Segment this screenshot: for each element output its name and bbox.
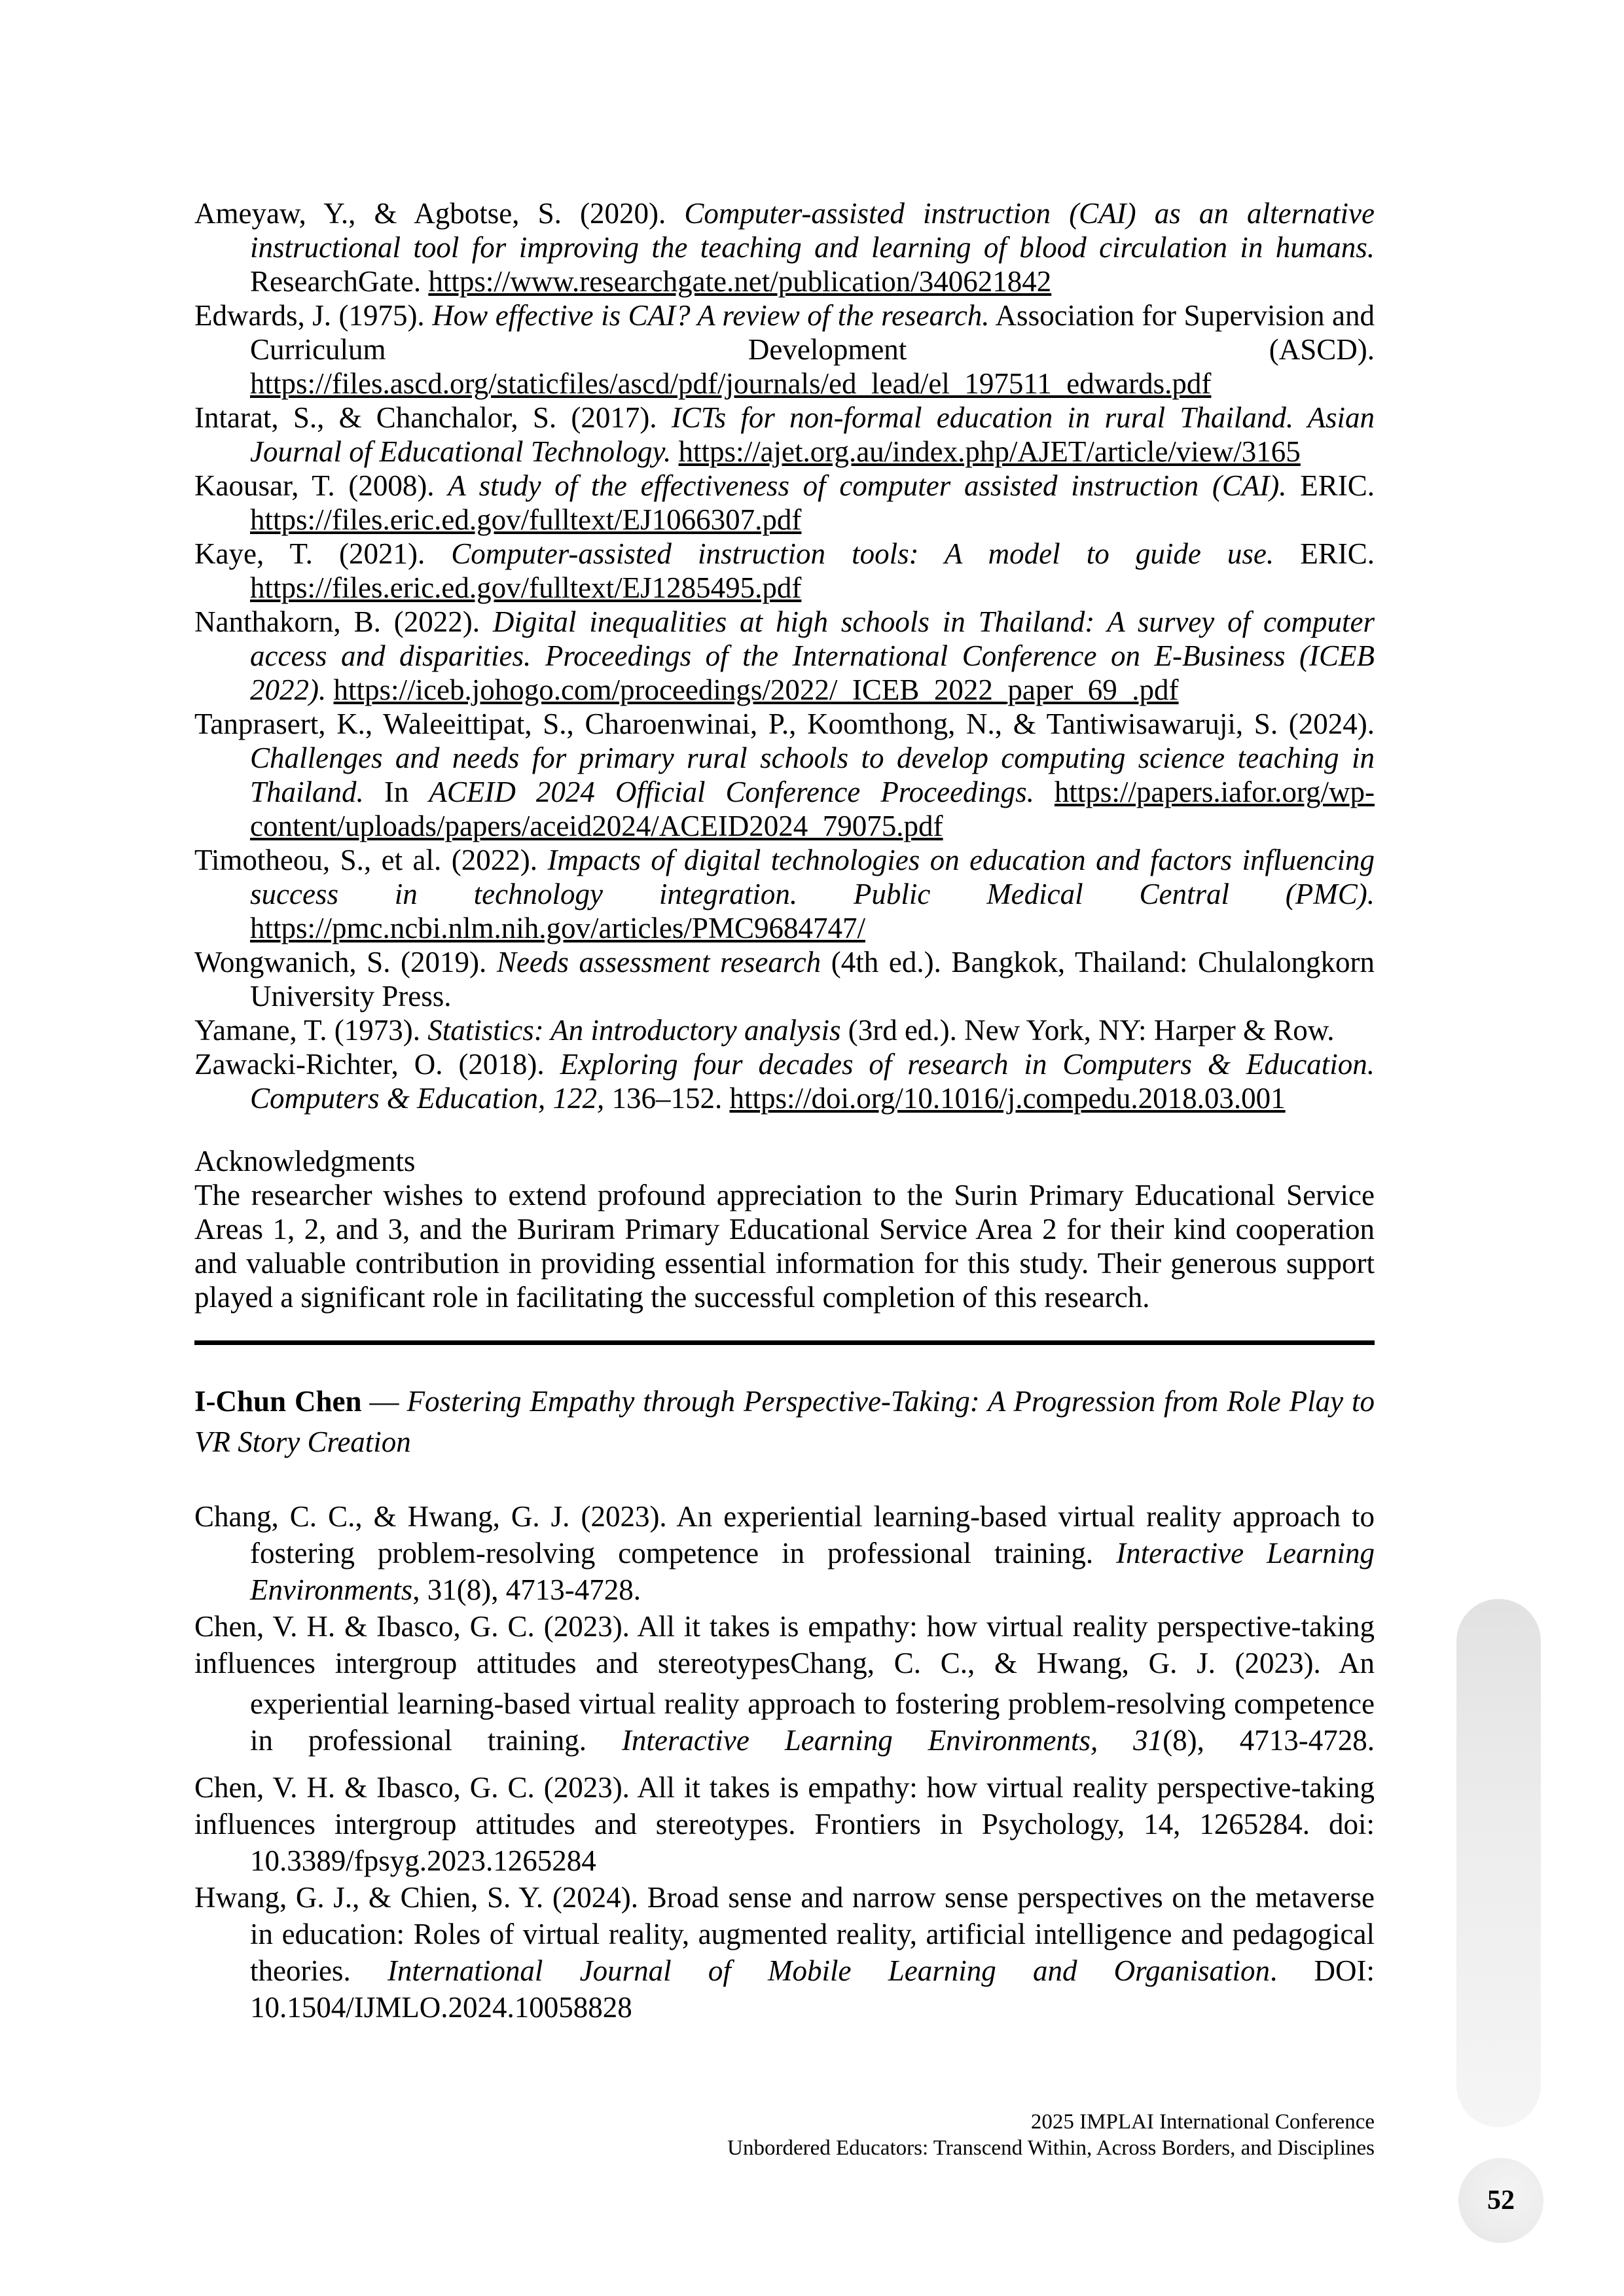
reference-entry <box>194 707 1375 843</box>
reference-title-italic: Impacts of digital technologies on education and factors influencing success in technology integration. Public Medical Central (PMC). <box>250 844 1375 910</box>
reference-text: ERIC. <box>1286 469 1375 502</box>
reference-title-italic: International Journal of Mobile Learning and Organisation <box>387 1954 1271 1987</box>
reference-entry <box>194 401 1375 469</box>
reference-title-italic: ICTs for non-formal education in rural Thailand. Asian Journal of Educational Technology. <box>250 401 1375 468</box>
reference-entry <box>194 298 1375 401</box>
reference-entry <box>194 843 1375 945</box>
reference-text: Chen, V. H. & Ibasco, G. C. (2023). All it takes is empathy: how virtual reality perspective-taking influences intergroup attitudes and stereotypesChang, C. C., & Hwang, G. J. (2023). An <box>194 1610 1375 1679</box>
acknowledgments-section <box>194 1144 1375 1314</box>
reference-url-link[interactable]: https://pmc.ncbi.nlm.nih.gov/articles/PMC9684747/ <box>250 912 865 944</box>
reference-text: 136–152. <box>604 1082 730 1115</box>
reference-title-italic: Statistics: An introductory analysis <box>427 1014 841 1047</box>
reference-text: (3rd ed.). New York, NY: Harper & Row. <box>840 1014 1335 1047</box>
reference-text: , 31(8), 4713-4728. <box>412 1573 641 1606</box>
acknowledgments-heading: Acknowledgments <box>194 1145 416 1177</box>
page-body <box>194 196 1375 2026</box>
reference-entry <box>194 537 1375 605</box>
reference-text: Tanprasert, K., Waleeittipat, S., Charoenwinai, P., Koomthong, N., & Tantiwisawaruji, S. (2024). <box>194 708 1375 740</box>
reference-text <box>1034 776 1055 808</box>
reference-title-italic: A study of the effectiveness of computer assisted instruction (CAI). <box>448 469 1287 502</box>
reference-text: Kaye, T. (2021). <box>194 537 452 570</box>
reference-title-italic: Interactive Learning Environments, 31 <box>621 1724 1163 1757</box>
reference-text: 10.3389/fpsyg.2023.1265284 <box>250 1844 596 1877</box>
reference-entry <box>194 1685 1375 1759</box>
reference-entry <box>194 1879 1375 2026</box>
heading-em-dash: — <box>369 1385 399 1418</box>
reference-title-italic: Challenges and needs for primary rural schools to develop computing science teaching in Thailand. <box>250 742 1375 808</box>
reference-text: Timotheou, S., et al. (2022). <box>194 844 548 876</box>
reference-text: (4th ed.). Bangkok, Thailand: Chulalongkorn University Press. <box>250 946 1375 1013</box>
reference-text: Chang, C. C., & Hwang, G. J. (2023). An experiential learning-based virtual reality approach to fostering problem-resolving competence in professional training. <box>194 1500 1375 1570</box>
section-divider-rule <box>194 1340 1375 1345</box>
reference-title-italic: How effective is CAI? A review of the research. <box>432 299 990 332</box>
reference-url-link[interactable]: https://doi.org/10.1016/j.compedu.2018.03.001 <box>729 1082 1286 1115</box>
reference-text: ResearchGate. <box>250 265 429 298</box>
reference-title-italic: Interactive Learning Environments <box>250 1537 1375 1606</box>
reference-entry <box>194 605 1375 707</box>
reference-text: ERIC. <box>1274 537 1375 570</box>
reference-url-link[interactable]: https://papers.iafor.org/wp-content/uploads/papers/aceid2024/ACEID2024_79075.pdf <box>250 776 1375 842</box>
reference-text: Chen, V. H. & Ibasco, G. C. (2023). All it takes is empathy: how virtual reality perspective-taking influences intergroup attitudes and stereotypes. Frontiers in Psychology, 14, 1265284. doi: <box>194 1771 1375 1840</box>
section-author-name: I-Chun Chen <box>194 1385 362 1418</box>
reference-text: Wongwanich, S. (2019). <box>194 946 497 978</box>
reference-text: (8), 4713-4728. <box>1163 1724 1375 1757</box>
page-number: 52 <box>1487 2185 1515 2215</box>
reference-text: Intarat, S., & Chanchalor, S. (2017). <box>194 401 672 434</box>
reference-text: Edwards, J. (1975). <box>194 299 433 332</box>
reference-entry <box>194 1498 1375 1608</box>
reference-entry <box>194 469 1375 537</box>
reference-entry <box>194 1047 1375 1115</box>
reference-text: In <box>363 776 429 808</box>
reference-text: Zawacki-Richter, O. (2018). <box>194 1048 560 1081</box>
references-list-primary <box>194 196 1375 1115</box>
scrollbar-capsule-decoration <box>1456 1599 1541 2127</box>
reference-text: Kaousar, T. (2008). <box>194 469 448 502</box>
reference-text: Hwang, G. J., & Chien, S. Y. (2024). Broad sense and narrow sense perspectives on the metaverse in education: Roles of virtual reality, augmented reality, artificial intelligence and pedagogical theories. <box>194 1881 1375 1987</box>
reference-text: . DOI: 10.1504/IJMLO.2024.10058828 <box>250 1954 1375 2024</box>
reference-title-italic: Exploring four decades of research in Computers & Education. Computers & Education, 122, <box>250 1048 1375 1115</box>
reference-entry <box>194 196 1375 298</box>
reference-url-link[interactable]: https://files.eric.ed.gov/fulltext/EJ1066307.pdf <box>250 503 802 536</box>
page-footer <box>194 2109 1375 2161</box>
reference-url-link[interactable]: https://www.researchgate.net/publication/340621842 <box>428 265 1052 298</box>
references-list-secondary <box>194 1498 1375 2026</box>
page-number-badge <box>1458 2158 1543 2243</box>
section-heading <box>194 1381 1375 1462</box>
reference-title-italic: Needs assessment research <box>496 946 821 978</box>
reference-title-italic: Digital inequalities at high schools in Thailand: A survey of computer access and disparities. Proceedings of the International Conference on E-Business (ICEB 2022). <box>250 605 1375 706</box>
reference-text <box>326 673 333 706</box>
reference-text: Ameyaw, Y., & Agbotse, S. (2020). <box>194 197 685 230</box>
reference-entry <box>194 1769 1375 1842</box>
footer-theme-line: Unbordered Educators: Transcend Within, Across Borders, and Disciplines <box>727 2136 1375 2160</box>
section-paper-title: Fostering Empathy through Perspective-Taking: A Progression from Role Play to VR Story Creation <box>194 1385 1375 1458</box>
reference-entry <box>194 1842 1375 1879</box>
reference-text: Nanthakorn, B. (2022). <box>194 605 493 638</box>
acknowledgments-body: The researcher wishes to extend profound appreciation to the Surin Primary Educational Service Areas 1, 2, and 3, and the Buriram Primary Educational Service Area 2 for their kind cooperation and valuable contribution in providing essential information for this study. Their generous support played a significant role in facilitating the successful completion of this research. <box>194 1179 1375 1314</box>
reference-url-link[interactable]: https://ajet.org.au/index.php/AJET/article/view/3165 <box>678 435 1301 468</box>
reference-text: experiential learning-based virtual reality approach to fostering problem-resolving competence in professional training. <box>250 1687 1375 1757</box>
reference-entry <box>194 1608 1375 1681</box>
reference-title-italic: Computer-assisted instruction (CAI) as an alternative instructional tool for improving the teaching and learning of blood circulation in humans. <box>250 197 1375 264</box>
reference-title-italic: ACEID 2024 Official Conference Proceedings. <box>429 776 1034 808</box>
reference-entry <box>194 945 1375 1013</box>
reference-text: Yamane, T. (1973). <box>194 1014 428 1047</box>
reference-text: Association for Supervision and Curriculum Development (ASCD). <box>250 299 1375 366</box>
reference-url-link[interactable]: https://files.ascd.org/staticfiles/ascd/pdf/journals/ed_lead/el_197511_edwards.pdf <box>250 367 1212 400</box>
footer-conference-line: 2025 IMPLAI International Conference <box>1030 2110 1375 2134</box>
reference-entry <box>194 1013 1375 1047</box>
reference-title-italic: Computer-assisted instruction tools: A model to guide use. <box>451 537 1274 570</box>
reference-url-link[interactable]: https://iceb.johogo.com/proceedings/2022/_ICEB_2022_paper_69_.pdf <box>333 673 1179 706</box>
reference-text <box>671 435 678 468</box>
reference-url-link[interactable]: https://files.eric.ed.gov/fulltext/EJ1285495.pdf <box>250 571 802 604</box>
